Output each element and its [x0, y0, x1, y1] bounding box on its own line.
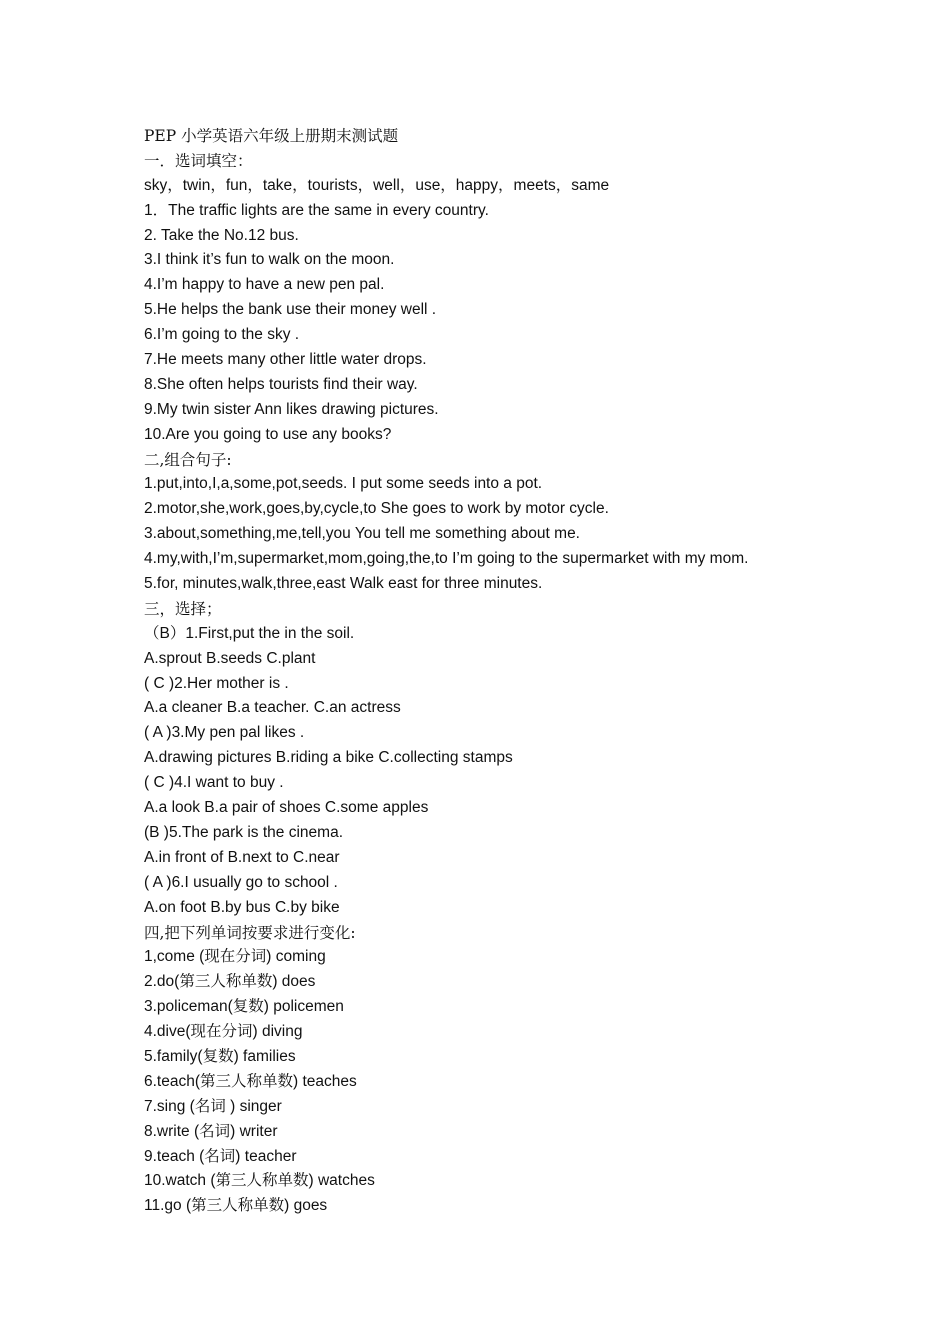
choice-options: A.sprout B.seeds C.plant [144, 649, 316, 667]
word-form-item: 8.write (名词) writer [144, 1122, 278, 1140]
sentence-item: 3.about,something,me,tell,you You tell me something about me. [144, 525, 580, 543]
word-form-item: 6.teach(第三人称单数) teaches [144, 1072, 357, 1090]
choice-question: (B )5.The park is the cinema. [144, 823, 343, 841]
section-heading-2: 二,组合句子: [144, 450, 232, 469]
word-bank: sky，twin，fun，take，tourists，well，use，happy，meets，same [144, 176, 610, 194]
choice-question: ( C )4.I want to buy . [144, 774, 284, 792]
choice-question: ( C )2.Her mother is . [144, 674, 289, 692]
word-form-item: 9.teach (名词) teacher [144, 1147, 297, 1165]
choice-options: A.drawing pictures B.riding a bike C.collecting stamps [144, 749, 513, 767]
fill-blank-item: 4.I’m happy to have a new pen pal. [144, 276, 385, 294]
document-title: PEP 小学英语六年级上册期末测试题 [144, 127, 399, 145]
choice-options: A.in front of B.next to C.near [144, 848, 340, 866]
word-form-item: 11.go (第三人称单数) goes [144, 1197, 328, 1215]
word-form-item: 2.do(第三人称单数) does [144, 973, 316, 991]
section-heading-4: 四,把下列单词按要求进行变化: [144, 923, 356, 942]
fill-blank-item: 1．The traffic lights are the same in every country. [144, 201, 489, 219]
word-form-item: 3.policeman(复数) policemen [144, 998, 344, 1016]
fill-blank-item: 8.She often helps tourists find their way. [144, 375, 418, 393]
word-form-item: 5.family(复数) families [144, 1047, 296, 1065]
choice-options: A.a look B.a pair of shoes C.some apples [144, 799, 429, 817]
fill-blank-item: 9.My twin sister Ann likes drawing pictures. [144, 400, 439, 418]
fill-blank-item: 2. Take the No.12 bus. [144, 226, 299, 244]
sentence-item: 5.for, minutes,walk,three,east Walk east for three minutes. [144, 575, 543, 593]
sentence-item: 1.put,into,I,a,some,pot,seeds. I put some seeds into a pot. [144, 475, 543, 493]
choice-question: ( A )3.My pen pal likes . [144, 724, 305, 742]
fill-blank-item: 7.He meets many other little water drops. [144, 351, 427, 369]
fill-blank-item: 6.I’m going to the sky . [144, 326, 300, 344]
document-page [144, 124, 924, 1219]
word-form-item: 10.watch (第三人称单数) watches [144, 1172, 375, 1190]
sentence-item: 2.motor,she,work,goes,by,cycle,to She goes to work by motor cycle. [144, 500, 609, 518]
fill-blank-item: 3.I think it’s fun to walk on the moon. [144, 251, 395, 269]
choice-question: （B）1.First,put the in the soil. [144, 624, 355, 642]
word-form-item: 7.sing (名词 ) singer [144, 1097, 282, 1115]
fill-blank-item: 10.Are you going to use any books? [144, 425, 392, 443]
section-heading-1: 一．选词填空： [144, 151, 253, 170]
choice-options: A.on foot B.by bus C.by bike [144, 898, 340, 916]
fill-blank-item: 5.He helps the bank use their money well . [144, 301, 437, 319]
section-heading-3: 三，选择； [144, 599, 222, 618]
word-form-item: 4.dive(现在分词) diving [144, 1023, 303, 1041]
word-form-item: 1,come (现在分词) coming [144, 948, 326, 966]
choice-question: ( A )6.I usually go to school . [144, 873, 338, 891]
choice-options: A.a cleaner B.a teacher. C.an actress [144, 699, 401, 717]
sentence-item: 4.my,with,I’m,supermarket,mom,going,the,to I’m going to the supermarket with my mom. [144, 550, 749, 568]
